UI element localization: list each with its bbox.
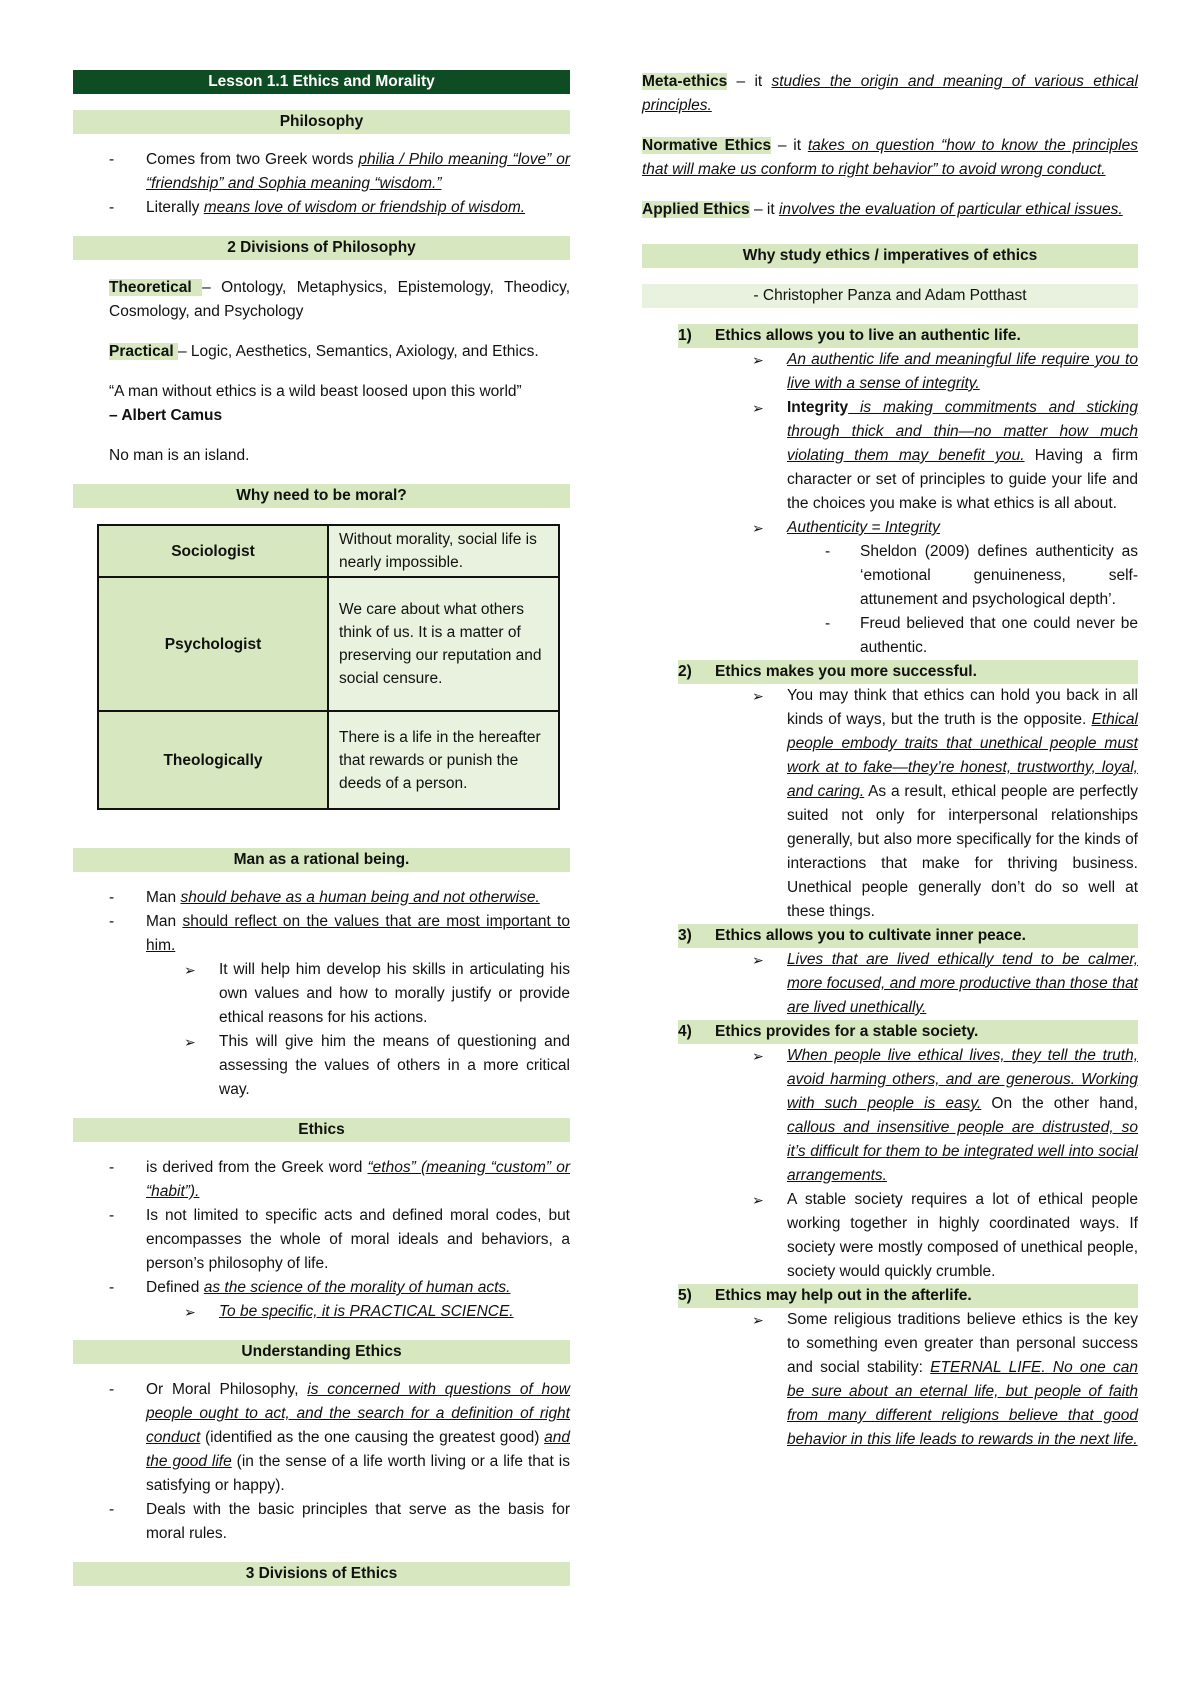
imperative-heading: 4) Ethics provides for a stable society. [678,1020,1138,1044]
understanding-heading: Understanding Ethics [73,1340,570,1364]
imperatives-list [642,324,1138,1452]
moral-heading: Why need to be moral? [73,484,570,508]
list-item: ➢ When people live ethical lives, they tell the truth, avoid harming others, and are generous. Working with such people is easy. On the other hand, callous and insensitive people are distrusted, so it’s difficult for them to be integrated well into social arrangements. [642,1044,1138,1188]
why-study-heading: Why study ethics / imperatives of ethics [642,244,1138,268]
table-cell-label: Sociologist [98,525,328,577]
philosophy-heading: Philosophy [73,110,570,134]
philosophy-list [73,148,570,220]
table-row [98,711,559,809]
list-item: - Defined as the science of the morality of human acts. ➢ To be specific, it is PRACTICAL SCIENCE. [73,1276,570,1324]
list-item: - Comes from two Greek words philia / Philo meaning “love” or “friendship” and Sophia meaning “wisdom.” [73,148,570,196]
moral-table [97,524,560,810]
list-item: ➢ An authentic life and meaningful life require you to live with a sense of integrity. [642,348,1138,396]
list-item: - Sheldon (2009) defines authenticity as ‘emotional genuineness, self-attunement and psychological depth’. [642,540,1138,612]
authors-line: - Christopher Panza and Adam Potthast [642,284,1138,308]
list-item: ➢ To be specific, it is PRACTICAL SCIENCE. [146,1300,570,1324]
understanding-list [73,1378,570,1546]
list-item: - Deals with the basic principles that serve as the basis for moral rules. [73,1498,570,1546]
ethics-heading: Ethics [73,1118,570,1142]
practical-paragraph: Practical – Logic, Aesthetics, Semantics, Axiology, and Ethics. [109,343,539,360]
ethics-sublist [146,1300,570,1324]
list-item: - is derived from the Greek word “ethos” (meaning “custom” or “habit”). [73,1156,570,1204]
list-item: ➢ Lives that are lived ethically tend to be calmer, more focused, and more productive than those that are lived unethically. [642,948,1138,1020]
list-item: - Or Moral Philosophy, is concerned with questions of how people ought to act, and the search for a definition of right conduct (identified as the one causing the greatest good) and the good life (in the sense of a life worth living or a life that is satisfying or happy). [73,1378,570,1498]
table-cell-value: We care about what others think of us. It is a matter of preserving our reputation and social censure. [328,577,559,711]
table-cell-value: Without morality, social life is nearly impossible. [328,525,559,577]
table-row [98,577,559,711]
table-cell-label: Psychologist [98,577,328,711]
list-item: ➢ It will help him develop his skills in articulating his own values and how to morally justify or provide ethical reasons for his actions. [146,958,570,1030]
theoretical-paragraph: Theoretical – Ontology, Metaphysics, Epistemology, Theodicy, Cosmology, and Psychology [109,279,570,320]
divisions-heading: 2 Divisions of Philosophy [73,236,570,260]
table-cell-label: Theologically [98,711,328,809]
list-item: - Man should behave as a human being and not otherwise. [73,886,570,910]
right-column [642,70,1138,1452]
rational-sublist [146,958,570,1102]
camus-quote: “A man without ethics is a wild beast loosed upon this world” – Albert Camus [109,383,522,424]
table-row [98,525,559,577]
applied-ethics-paragraph: Applied Ethics – it involves the evaluation of particular ethical issues. [642,201,1123,218]
meta-ethics-paragraph: Meta-ethics – it studies the origin and meaning of various ethical principles. [642,73,1138,114]
list-item: ➢ A stable society requires a lot of ethical people working together in highly coordinated ways. If society were mostly composed of unethical people, society would quickly crumble. [642,1188,1138,1284]
imperative-heading: 3) Ethics allows you to cultivate inner peace. [678,924,1138,948]
list-item: ➢ You may think that ethics can hold you back in all kinds of ways, but the truth is the opposite. Ethical people embody traits that unethical people must work at to fake—they’re honest, trustworthy, loyal, and caring. As a result, ethical people are perfectly suited not only for interpersonal relationships generally, but also more specifically for the kinds of interactions that make for thriving business. Unethical people generally don’t do so well at these things. [642,684,1138,924]
imperative-heading: 5) Ethics may help out in the afterlife. [678,1284,1138,1308]
rational-heading: Man as a rational being. [73,848,570,872]
list-item: ➢ Authenticity = Integrity [642,516,1138,540]
list-item: - Man should reflect on the values that are most important to him. ➢ It will help him develop his skills in articulating his own values and how to morally justify or provide ethical reasons for his actions. ➢ This will give him the means of questioning and assessing the values of others in a more critical way. [73,910,570,1102]
imperative-heading: 2) Ethics makes you more successful. [678,660,1138,684]
list-item: ➢ Integrity is making commitments and sticking through thick and thin—no matter how much violating them may benefit you. Having a firm character or set of principles to guide your life and the choices you make is what ethics is all about. [642,396,1138,516]
rational-list [73,886,570,1102]
island-line: No man is an island. [109,447,250,464]
list-item: - Is not limited to specific acts and defined moral codes, but encompasses the whole of moral ideals and behaviors, a person’s philosophy of life. [73,1204,570,1276]
lesson-title: Lesson 1.1 Ethics and Morality [73,70,570,94]
ethics-list [73,1156,570,1324]
three-divisions-heading: 3 Divisions of Ethics [73,1562,570,1586]
list-item: - Literally means love of wisdom or friendship of wisdom. [73,196,570,220]
imperative-heading: 1) Ethics allows you to live an authentic life. [678,324,1138,348]
normative-ethics-paragraph: Normative Ethics – it takes on question “how to know the principles that will make us conform to right behavior” to avoid wrong conduct. [642,137,1138,178]
left-column [73,70,570,1586]
list-item: - Freud believed that one could never be authentic. [642,612,1138,660]
list-item: ➢ Some religious traditions believe ethics is the key to something even greater than personal success and social stability: ETERNAL LIFE. No one can be sure about an eternal life, but people of faith from many different religions believe that good behavior in this life leads to rewards in the next life. [642,1308,1138,1452]
table-cell-value: There is a life in the hereafter that rewards or punish the deeds of a person. [328,711,559,809]
list-item: ➢ This will give him the means of questioning and assessing the values of others in a more critical way. [146,1030,570,1102]
